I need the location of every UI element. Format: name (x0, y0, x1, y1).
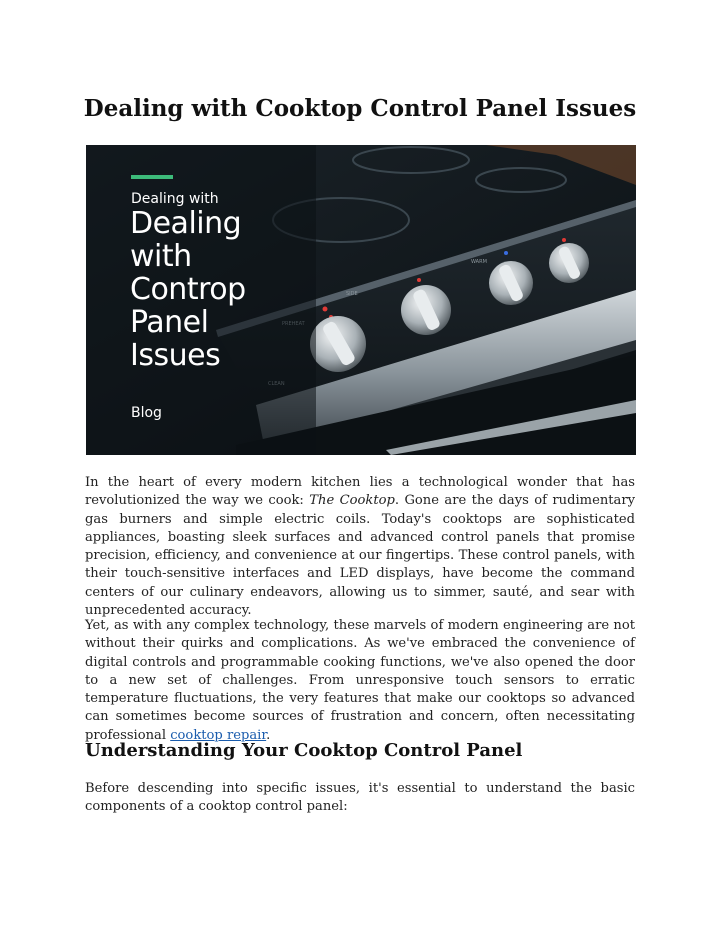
knob-label: SIDE (346, 291, 358, 297)
cooktop-repair-link[interactable]: cooktop repair (170, 727, 267, 743)
components-paragraph: Before descending into specific issues, it's essential to understand the basic components of a cooktop control panel: (85, 781, 635, 815)
paragraph-text: . (266, 727, 271, 743)
hero-headline-line: Issues (130, 338, 221, 373)
emphasis-text: The Cooktop (309, 493, 395, 509)
hero-footer-label: Blog (131, 405, 162, 421)
hero-headline-line: Panel (130, 305, 209, 340)
cooktop-illustration (86, 145, 636, 455)
section-heading: Understanding Your Cooktop Control Panel (85, 740, 523, 761)
hero-headline-line: with (130, 239, 192, 274)
knob-label: WARM (471, 259, 487, 265)
paragraph-text: . Gone are the days of rudimentary gas burners and simple electric coils. Today's cooktops are sophisticated appliances, boasting sleek surfaces and advanced control panels that promise precision, efficiency, and convenience at our fingertips. These control panels, with their touch-sensitive interfaces and LED displays, have become the command centers of our culinary endeavors, allowing us to simmer, sauté, and sear with unprecedented accuracy. (85, 493, 635, 619)
hero-headline-line: Controp (130, 272, 246, 307)
hero-headline-line: Dealing (130, 206, 242, 241)
paragraph-text: Yet, as with any complex technology, these marvels of modern engineering are not without their quirks and complications. As we've embraced the convenience of digital controls and programmable cooking functions, we've also opened the door to a new set of challenges. From unresponsive touch sensors to erratic temperature fluctuations, the very features that make our cooktops so advanced can sometimes become sources of frustration and concern, often necessitating professional (85, 618, 635, 743)
hero-image (86, 145, 636, 455)
paragraph-text: In the heart of every modern kitchen lies a technological wonder that has revolutionized the way we cook: (85, 475, 635, 509)
hero-kicker: Dealing with (131, 191, 219, 207)
challenges-paragraph (85, 617, 635, 745)
intro-paragraph (85, 474, 635, 620)
page-title: Dealing with Cooktop Control Panel Issues (83, 95, 637, 122)
